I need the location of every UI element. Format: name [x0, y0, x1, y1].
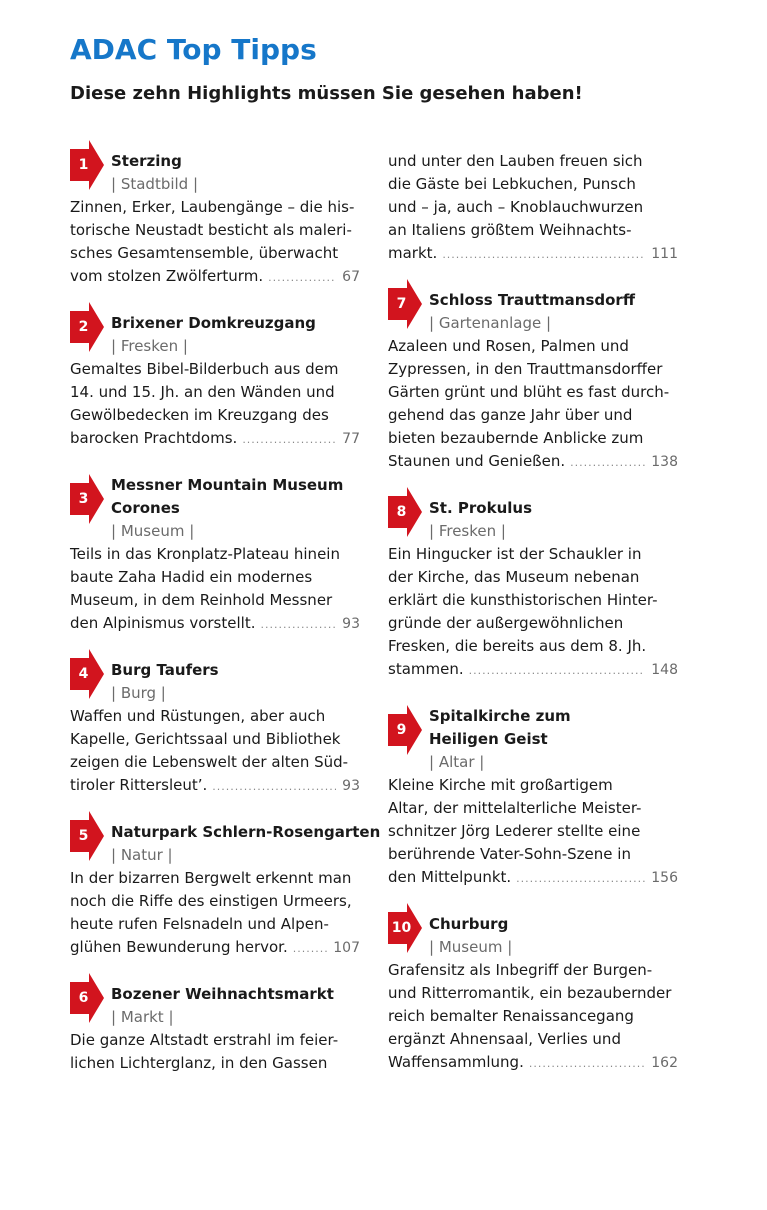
left-column [70, 150, 381, 1075]
dot-leader [529, 1052, 645, 1075]
entry-header [70, 474, 360, 543]
number-marker [70, 973, 104, 1023]
description-line: torische Neustadt besticht als maleri- [70, 221, 352, 239]
entry-category: | Museum | [429, 938, 513, 956]
entry-category: | Gartenanlage | [429, 314, 552, 332]
description-last-line [70, 774, 360, 798]
entry-description [70, 867, 360, 960]
page-number: 67 [342, 269, 360, 285]
page-number: 77 [342, 431, 360, 447]
entry-description [388, 335, 678, 474]
tip-entry [70, 983, 360, 1075]
description-line: heute rufen Felsnadeln und Alpen- [70, 915, 329, 933]
description-line-text: barocken Prachtdoms. [70, 429, 238, 447]
tip-entry [388, 705, 678, 890]
entry-description [388, 543, 678, 682]
description-line: 14. und 15. Jh. an den Wänden und [70, 383, 335, 401]
entry-name: St. Prokulus [429, 499, 532, 517]
entry-header [388, 289, 678, 335]
entry-header [388, 913, 678, 959]
number-marker [70, 474, 104, 524]
number-marker [70, 811, 104, 861]
marker-number: 3 [78, 491, 89, 507]
description-last-line [388, 242, 678, 266]
description-line: Kleine Kirche mit großartigem [388, 776, 613, 794]
tip-entry [70, 821, 381, 960]
description-line: Ein Hingucker ist der Schaukler in [388, 545, 642, 563]
entry-category: | Museum | [111, 522, 195, 540]
marker-number: 8 [396, 504, 407, 520]
description-last-line [388, 450, 678, 474]
number-marker [388, 705, 422, 755]
description-line: Gemaltes Bibel-Bilderbuch aus dem [70, 360, 339, 378]
description-line-text: glühen Bewunderung hervor. [70, 938, 288, 956]
description-line: gehend das ganze Jahr über und [388, 406, 633, 424]
description-line: Fresken, die bereits aus dem 8. Jh. [388, 637, 647, 655]
description-line-text: vom stolzen Zwölferturm. [70, 267, 264, 285]
description-line: und – ja, auch – Knoblauchwurzen [388, 198, 644, 216]
description-line: Gärten grünt und blüht es fast durch- [388, 383, 670, 401]
marker-number: 10 [391, 920, 412, 936]
tip-entry [70, 312, 360, 451]
entry-header [70, 659, 360, 705]
description-line: Waffen und Rüstungen, aber auch [70, 707, 326, 725]
entry-name: Sterzing [111, 152, 182, 170]
entry-category: | Markt | [111, 1008, 174, 1026]
description-line: reich bemalter Renaissancegang [388, 1007, 634, 1025]
description-line: noch die Riffe des einstigen Urmeers, [70, 892, 352, 910]
page-title: ADAC Top Tipps [70, 33, 317, 66]
entry-header [70, 150, 360, 196]
description-line-text: den Alpinismus vorstellt. [70, 614, 256, 632]
entry-category: | Stadtbild | [111, 175, 199, 193]
entry-header [70, 821, 381, 867]
dot-leader [442, 243, 645, 266]
entry-header [388, 497, 678, 543]
description-line: Museum, in dem Reinhold Messner [70, 591, 333, 609]
entry-name: Messner Mountain Museum [111, 476, 344, 494]
entry-name: Brixener Domkreuzgang [111, 314, 316, 332]
entry-name: Churburg [429, 915, 509, 933]
number-marker [70, 649, 104, 699]
description-line: Zypressen, in den Trauttmansdorffer [388, 360, 663, 378]
marker-number: 9 [396, 722, 407, 738]
description-line: Altar, der mittelalterliche Meister- [388, 799, 642, 817]
entry-name: Corones [111, 499, 180, 517]
entry-description [388, 774, 678, 890]
page-number: 162 [651, 1055, 678, 1071]
page-number: 156 [651, 870, 678, 886]
description-line: an Italiens größtem Weihnachts- [388, 221, 632, 239]
description-line: ergänzt Ahnensaal, Verlies und [388, 1030, 621, 1048]
description-line: Teils in das Kronplatz-Plateau hinein [70, 545, 340, 563]
description-line: berührende Vater-Sohn-Szene in [388, 845, 631, 863]
dot-leader [242, 428, 336, 451]
description-line: baute Zaha Hadid ein modernes [70, 568, 313, 586]
right-column [388, 150, 678, 1075]
description-line: zeigen die Lebenswelt der alten Süd- [70, 753, 349, 771]
entry-name: Burg Taufers [111, 661, 219, 679]
dot-leader [469, 659, 646, 682]
description-last-line [70, 265, 360, 289]
dot-leader [212, 775, 336, 798]
marker-number: 1 [78, 157, 89, 173]
entry-description [70, 358, 360, 451]
description-last-line [388, 866, 678, 890]
page-subtitle: Diese zehn Highlights müssen Sie gesehen haben! [70, 83, 583, 104]
tip-entry [70, 150, 360, 289]
description-line-text: Waffensammlung. [388, 1053, 524, 1071]
description-line: Kapelle, Gerichtssaal und Bibliothek [70, 730, 341, 748]
description-last-line [70, 427, 360, 451]
entry-category: | Fresken | [429, 522, 506, 540]
page-number: 111 [651, 246, 678, 262]
entry-category: | Altar | [429, 753, 485, 771]
description-line: gründe der außergewöhnlichen [388, 614, 624, 632]
description-line: der Kirche, das Museum nebenan [388, 568, 640, 586]
description-line: sches Gesamtensemble, überwacht [70, 244, 339, 262]
description-last-line [70, 612, 360, 636]
entry-name: Naturpark Schlern-Rosengarten [111, 823, 381, 841]
description-line: Grafensitz als Inbegriff der Burgen- [388, 961, 653, 979]
description-line: und unter den Lauben freuen sich [388, 152, 643, 170]
description-line-text: Staunen und Genießen. [388, 452, 566, 470]
tip-entry [388, 913, 678, 1075]
dot-leader [268, 266, 336, 289]
number-marker [70, 302, 104, 352]
description-line-text: stammen. [388, 660, 464, 678]
entry-header [70, 983, 360, 1029]
entry-description [388, 150, 678, 266]
description-line: Die ganze Altstadt erstrahl im feier- [70, 1031, 339, 1049]
entry-description [388, 959, 678, 1075]
tip-entry [388, 497, 678, 682]
dot-leader [516, 867, 645, 890]
description-line-text: den Mittelpunkt. [388, 868, 512, 886]
entry-header [388, 705, 678, 774]
description-line: bieten bezaubernde Anblicke zum [388, 429, 644, 447]
description-line: Zinnen, Erker, Laubengänge – die his- [70, 198, 355, 216]
marker-number: 4 [78, 666, 89, 682]
description-line: und Ritterromantik, ein bezaubernder [388, 984, 672, 1002]
page-number: 93 [342, 616, 360, 632]
number-marker [388, 903, 422, 953]
marker-number: 6 [78, 990, 89, 1006]
entry-description [70, 705, 360, 798]
page-number: 93 [342, 778, 360, 794]
entry-category: | Burg | [111, 684, 166, 702]
tip-entry [70, 659, 360, 798]
dot-leader [260, 613, 336, 636]
tip-entry-continuation [388, 150, 678, 266]
entry-name: Heiligen Geist [429, 730, 548, 748]
description-line: Azaleen und Rosen, Palmen und [388, 337, 629, 355]
marker-number: 2 [78, 319, 89, 335]
entry-name: Schloss Trauttmansdorff [429, 291, 635, 309]
tip-entry [388, 289, 678, 474]
description-last-line [388, 1051, 678, 1075]
marker-number: 5 [78, 828, 89, 844]
page-number: 107 [333, 940, 360, 956]
description-last-line [388, 658, 678, 682]
description-line: Gewölbedecken im Kreuzgang des [70, 406, 329, 424]
description-line: die Gäste bei Lebkuchen, Punsch [388, 175, 636, 193]
entry-name: Spitalkirche zum [429, 707, 571, 725]
entry-category: | Natur | [111, 846, 173, 864]
description-line: schnitzer Jörg Lederer stellte eine [388, 822, 641, 840]
description-line: lichen Lichterglanz, in den Gassen [70, 1054, 328, 1072]
number-marker [388, 487, 422, 537]
description-line: In der bizarren Bergwelt erkennt man [70, 869, 352, 887]
page-number: 138 [651, 454, 678, 470]
description-line-text: tiroler Rittersleut’. [70, 776, 208, 794]
entry-header [70, 312, 360, 358]
tip-entry [70, 474, 360, 636]
entry-description [70, 196, 360, 289]
entry-description [70, 543, 360, 636]
entry-category: | Fresken | [111, 337, 188, 355]
dot-leader [293, 937, 328, 960]
marker-number: 7 [396, 296, 407, 312]
entry-name: Bozener Weihnachtsmarkt [111, 985, 334, 1003]
number-marker [388, 279, 422, 329]
description-line-text: markt. [388, 244, 438, 262]
dot-leader [570, 451, 645, 474]
number-marker [70, 140, 104, 190]
entry-description [70, 1029, 360, 1075]
description-last-line [70, 936, 360, 960]
page-number: 148 [651, 662, 678, 678]
description-line: erklärt die kunsthistorischen Hinter- [388, 591, 658, 609]
